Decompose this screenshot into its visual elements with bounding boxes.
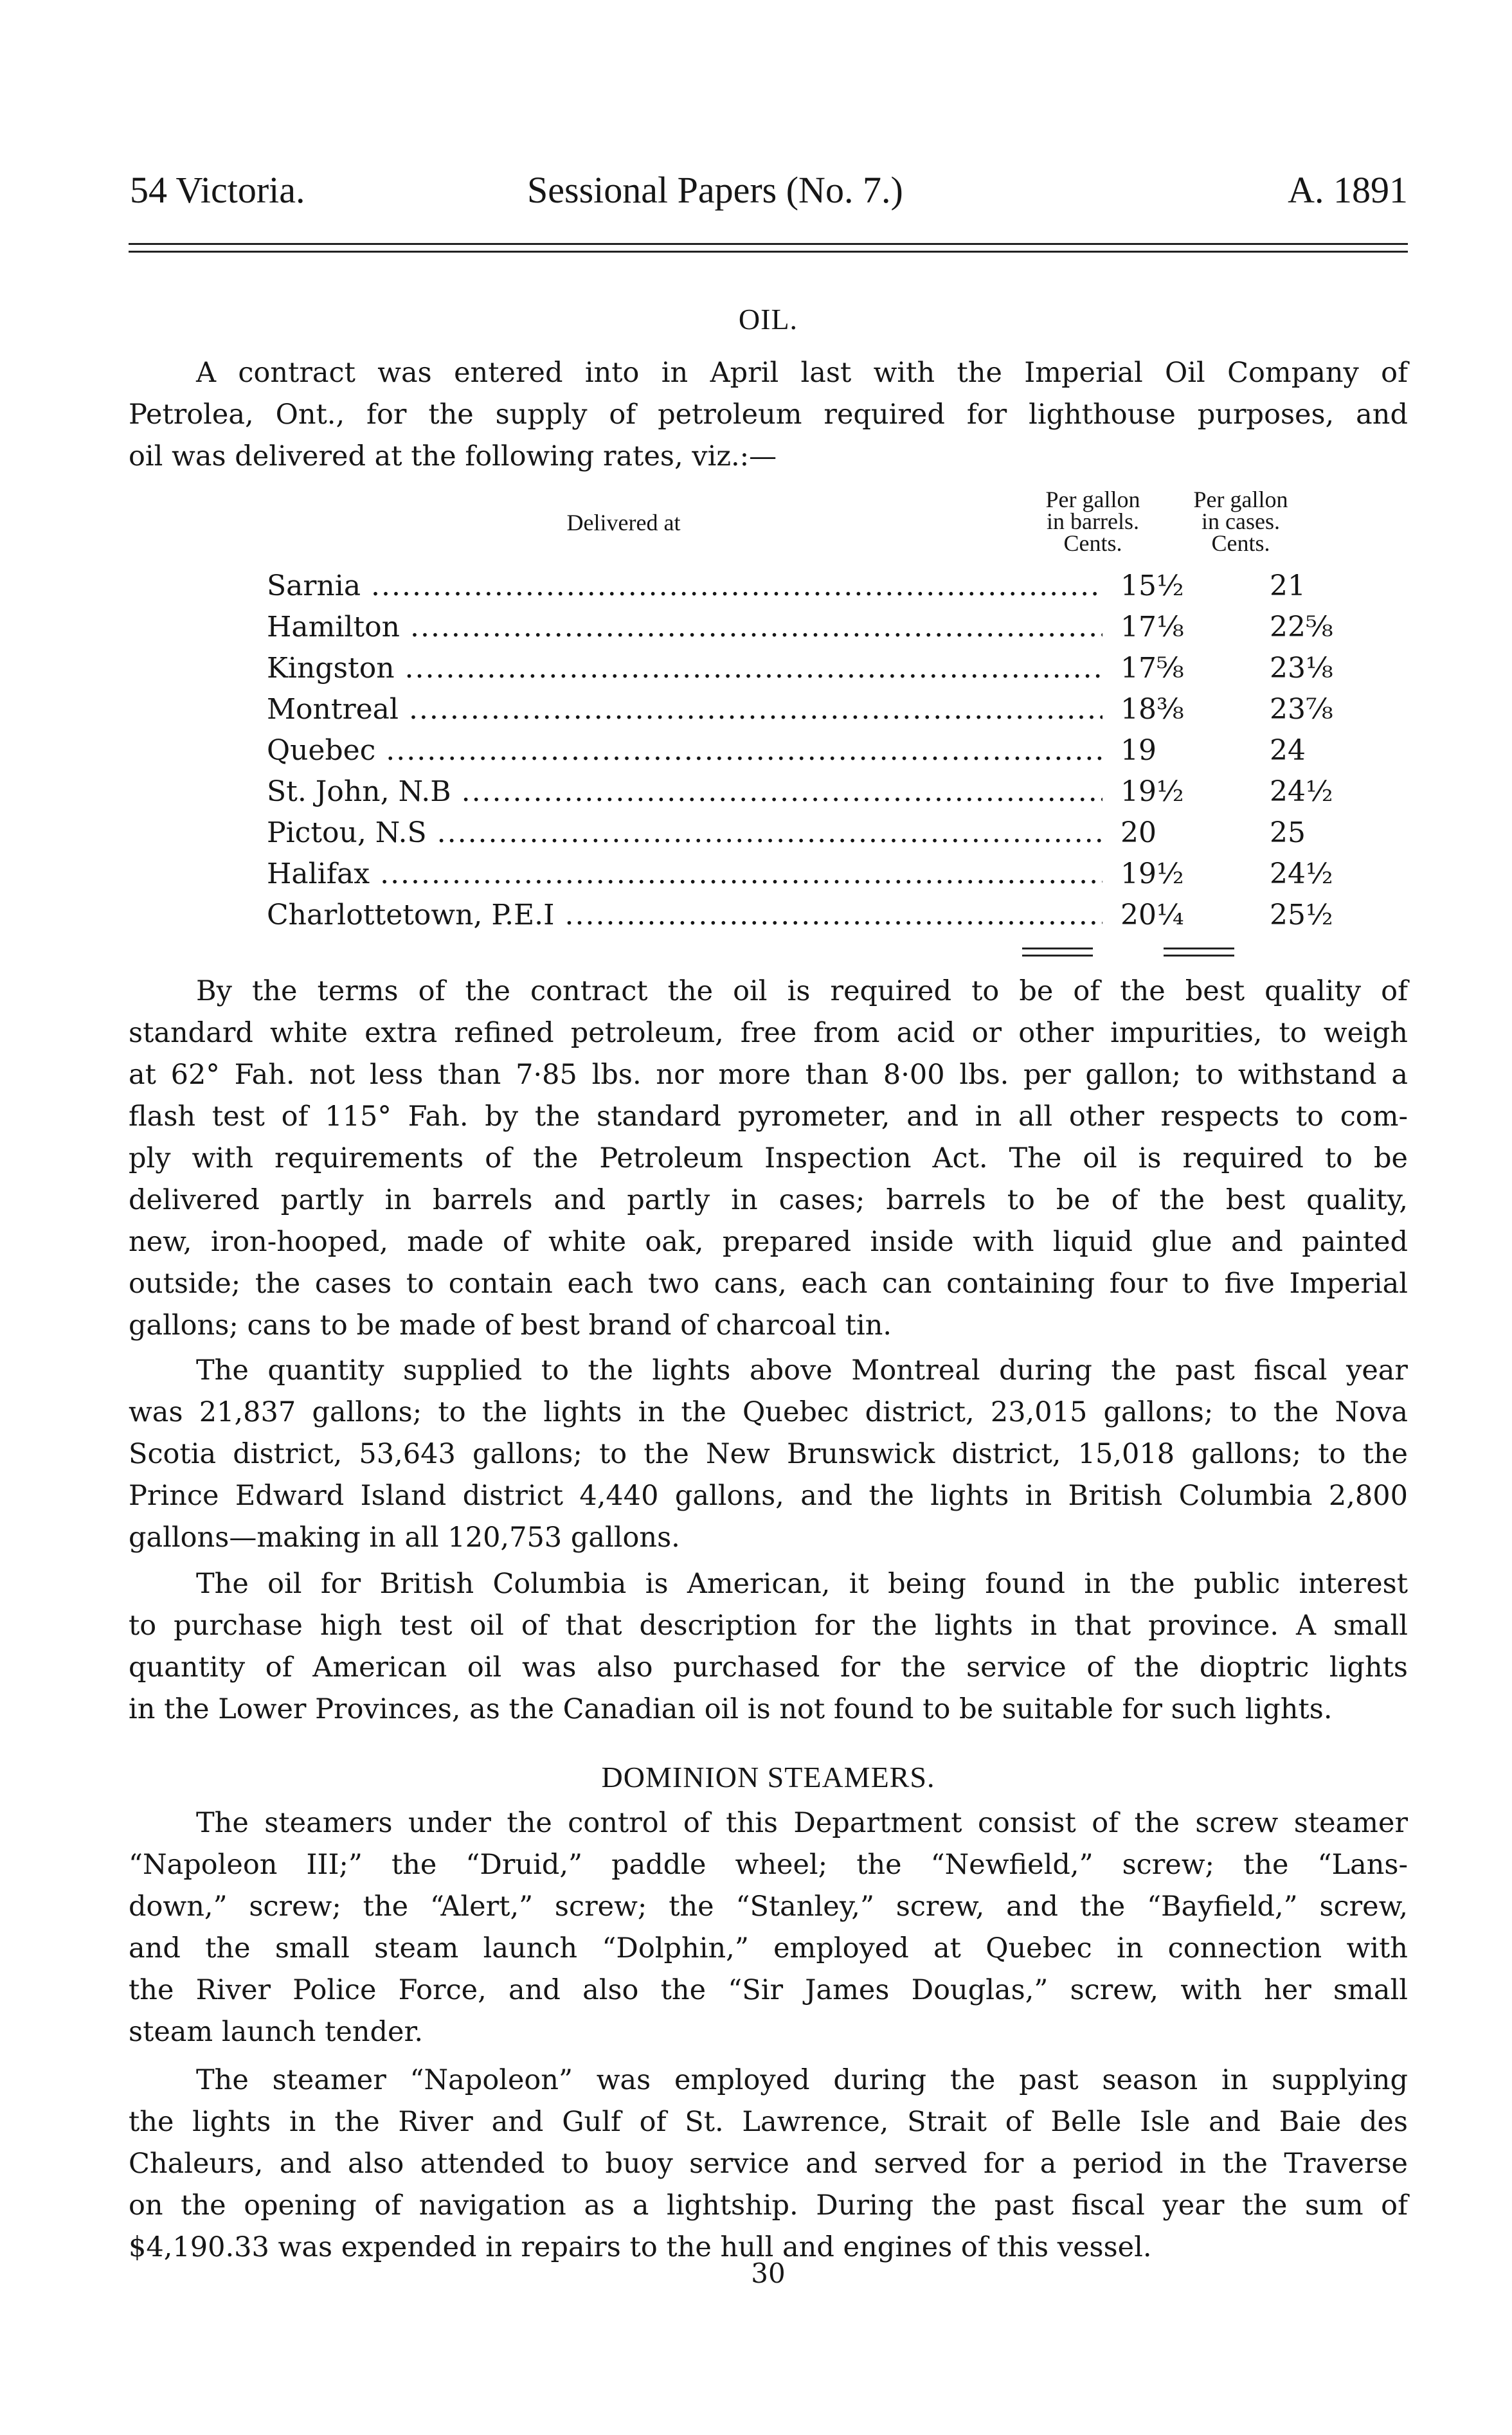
oil-intro-paragraph xyxy=(129,352,1408,478)
text-line: delivered partly in barrels and partly in cases; barrels to be of the best quality, xyxy=(129,1184,1408,1216)
table-end-rule-cases xyxy=(1164,948,1234,957)
header-volume: 54 Victoria. xyxy=(130,169,305,211)
text-line: The steamers under the control of this Department consist of the screw steamer xyxy=(196,1807,1408,1839)
barrel-rate: 19½ xyxy=(1115,775,1249,808)
case-rate: 23⅞ xyxy=(1270,693,1333,726)
text-line: “Napoleon III;” the “Druid,” paddle wheel; the “Newfield,” screw; the “Lans- xyxy=(129,1849,1408,1881)
text-line: Chaleurs, and also attended to buoy service and served for a period in the Traverse xyxy=(129,2148,1408,2180)
rate-row xyxy=(267,693,1411,734)
text-line: the lights in the River and Gulf of St. Lawrence, Strait of Belle Isle and Baie des xyxy=(129,2106,1408,2138)
case-rate: 25½ xyxy=(1270,899,1333,931)
text-line: gallons; cans to be made of best brand of charcoal tin. xyxy=(129,1309,892,1342)
text-line: The oil for British Columbia is American, it being found in the public interest xyxy=(196,1568,1408,1600)
text-line: ply with requirements of the Petroleum Inspection Act. The oil is required to be xyxy=(129,1142,1408,1174)
rate-row xyxy=(267,611,1411,652)
text-line: to purchase high test oil of that description for the lights in that province. A small xyxy=(129,1610,1408,1642)
quantity-paragraph xyxy=(129,1350,1408,1559)
steamers-heading: DOMINION STEAMERS. xyxy=(601,1761,935,1793)
text-line: $4,190.33 was expended in repairs to the hull and engines of this vessel. xyxy=(129,2231,1152,2263)
rate-row xyxy=(267,816,1411,858)
text-line: at 62° Fah. not less than 7·85 lbs. nor more than 8·00 lbs. per gallon; to withstand a xyxy=(129,1059,1408,1091)
page-number: 30 xyxy=(751,2258,786,2289)
case-rate: 22⅝ xyxy=(1270,611,1333,643)
rate-row xyxy=(267,858,1411,899)
text-line: on the opening of navigation as a lightship. During the past fiscal year the sum of xyxy=(129,2189,1408,2222)
text-line: gallons—making in all 120,753 gallons. xyxy=(129,1522,680,1554)
text-line: was 21,837 gallons; to the lights in the Quebec district, 23,015 gallons; to the Nova xyxy=(129,1396,1408,1428)
place-name: Sarnia ..... xyxy=(267,570,1102,602)
contract-terms-paragraph xyxy=(129,971,1408,1347)
place-name: Pictou, N.S ..... xyxy=(267,816,1102,849)
delivered-at-header: Delivered at xyxy=(566,510,681,535)
rate-row xyxy=(267,570,1411,611)
case-rate: 21 xyxy=(1270,570,1306,602)
barrel-rate: 19½ xyxy=(1115,858,1249,890)
header-year: A. 1891 xyxy=(1288,169,1408,211)
text-line: By the terms of the contract the oil is required to be of the best quality of xyxy=(196,975,1408,1007)
text-line: quantity of American oil was also purchased for the service of the dioptric lights xyxy=(129,1651,1408,1684)
barrel-rate: 20 xyxy=(1115,816,1249,849)
running-header xyxy=(129,168,1408,220)
case-rate: 23⅛ xyxy=(1270,652,1333,685)
case-rate: 24 xyxy=(1270,734,1306,767)
text-line: Petrolea, Ont., for the supply of petroleum required for lighthouse purposes, and xyxy=(129,399,1408,431)
place-name: Halifax ..... xyxy=(267,858,1102,890)
text-line: new, iron-hooped, made of white oak, prepared inside with liquid glue and painted xyxy=(129,1226,1408,1258)
table-end-rule-barrels xyxy=(1022,948,1093,957)
barrel-rate: 15½ xyxy=(1115,570,1249,602)
rate-row xyxy=(267,652,1411,693)
rate-row xyxy=(267,775,1411,816)
text-line: the River Police Force, and also the “Sir James Douglas,” screw, with her small xyxy=(129,1974,1408,2006)
text-line: The steamer “Napoleon” was employed during the past season in supplying xyxy=(196,2064,1408,2096)
case-rate: 24½ xyxy=(1270,858,1333,890)
napoleon-paragraph xyxy=(129,2060,1408,2269)
text-line: standard white extra refined petroleum, free from acid or other impurities, to weigh xyxy=(129,1017,1408,1049)
text-line: Scotia district, 53,643 gallons; to the New Brunswick district, 15,018 gallons; to the xyxy=(129,1438,1408,1470)
barrel-rate: 18⅜ xyxy=(1115,693,1249,726)
barrel-rate: 17⅛ xyxy=(1115,611,1249,643)
barrel-rate: 20¼ xyxy=(1115,899,1249,931)
text-line: outside; the cases to contain each two cans, each can containing four to five Imperial xyxy=(129,1268,1408,1300)
place-name: Kingston ..... xyxy=(267,652,1102,685)
text-line: oil was delivered at the following rates, viz.:— xyxy=(129,440,777,472)
cases-column-header: Per gallon in cases. Cents. xyxy=(1193,487,1288,556)
british-columbia-paragraph xyxy=(129,1563,1408,1730)
header-rule-top xyxy=(129,243,1408,245)
text-line: flash test of 115° Fah. by the standard pyrometer, and in all other respects to com- xyxy=(129,1101,1408,1133)
place-name: Quebec ..... xyxy=(267,734,1102,767)
text-line: steam launch tender. xyxy=(129,2016,423,2048)
text-line: A contract was entered into in April last with the Imperial Oil Company of xyxy=(196,357,1408,389)
place-name: Montreal ..... xyxy=(267,693,1102,726)
header-rule-bottom xyxy=(129,251,1408,253)
barrel-rate: 17⅝ xyxy=(1115,652,1249,685)
case-rate: 25 xyxy=(1270,816,1306,849)
rate-row xyxy=(267,734,1411,775)
barrel-rate: 19 xyxy=(1115,734,1249,767)
text-line: The quantity supplied to the lights above Montreal during the past fiscal year xyxy=(196,1354,1408,1387)
rate-row xyxy=(267,899,1411,940)
oil-heading: OIL. xyxy=(738,303,798,336)
header-title: Sessional Papers (No. 7.) xyxy=(527,169,903,211)
text-line: down,” screw; the “Alert,” screw; the “Stanley,” screw, and the “Bayfield,” screw, xyxy=(129,1891,1408,1923)
steamers-list-paragraph xyxy=(129,1802,1408,2053)
document-page xyxy=(129,0,1408,2435)
barrels-column-header: Per gallon in barrels. Cents. xyxy=(1045,487,1140,556)
text-line: and the small steam launch “Dolphin,” employed at Quebec in connection with xyxy=(129,1932,1408,1964)
place-name: Charlottetown, P.E.I ..... xyxy=(267,899,1102,931)
text-line: in the Lower Provinces, as the Canadian oil is not found to be suitable for such lights. xyxy=(129,1693,1333,1725)
place-name: St. John, N.B ..... xyxy=(267,775,1102,808)
case-rate: 24½ xyxy=(1270,775,1333,808)
text-line: Prince Edward Island district 4,440 gallons, and the lights in British Columbia 2,800 xyxy=(129,1480,1408,1512)
place-name: Hamilton ..... xyxy=(267,611,1102,643)
